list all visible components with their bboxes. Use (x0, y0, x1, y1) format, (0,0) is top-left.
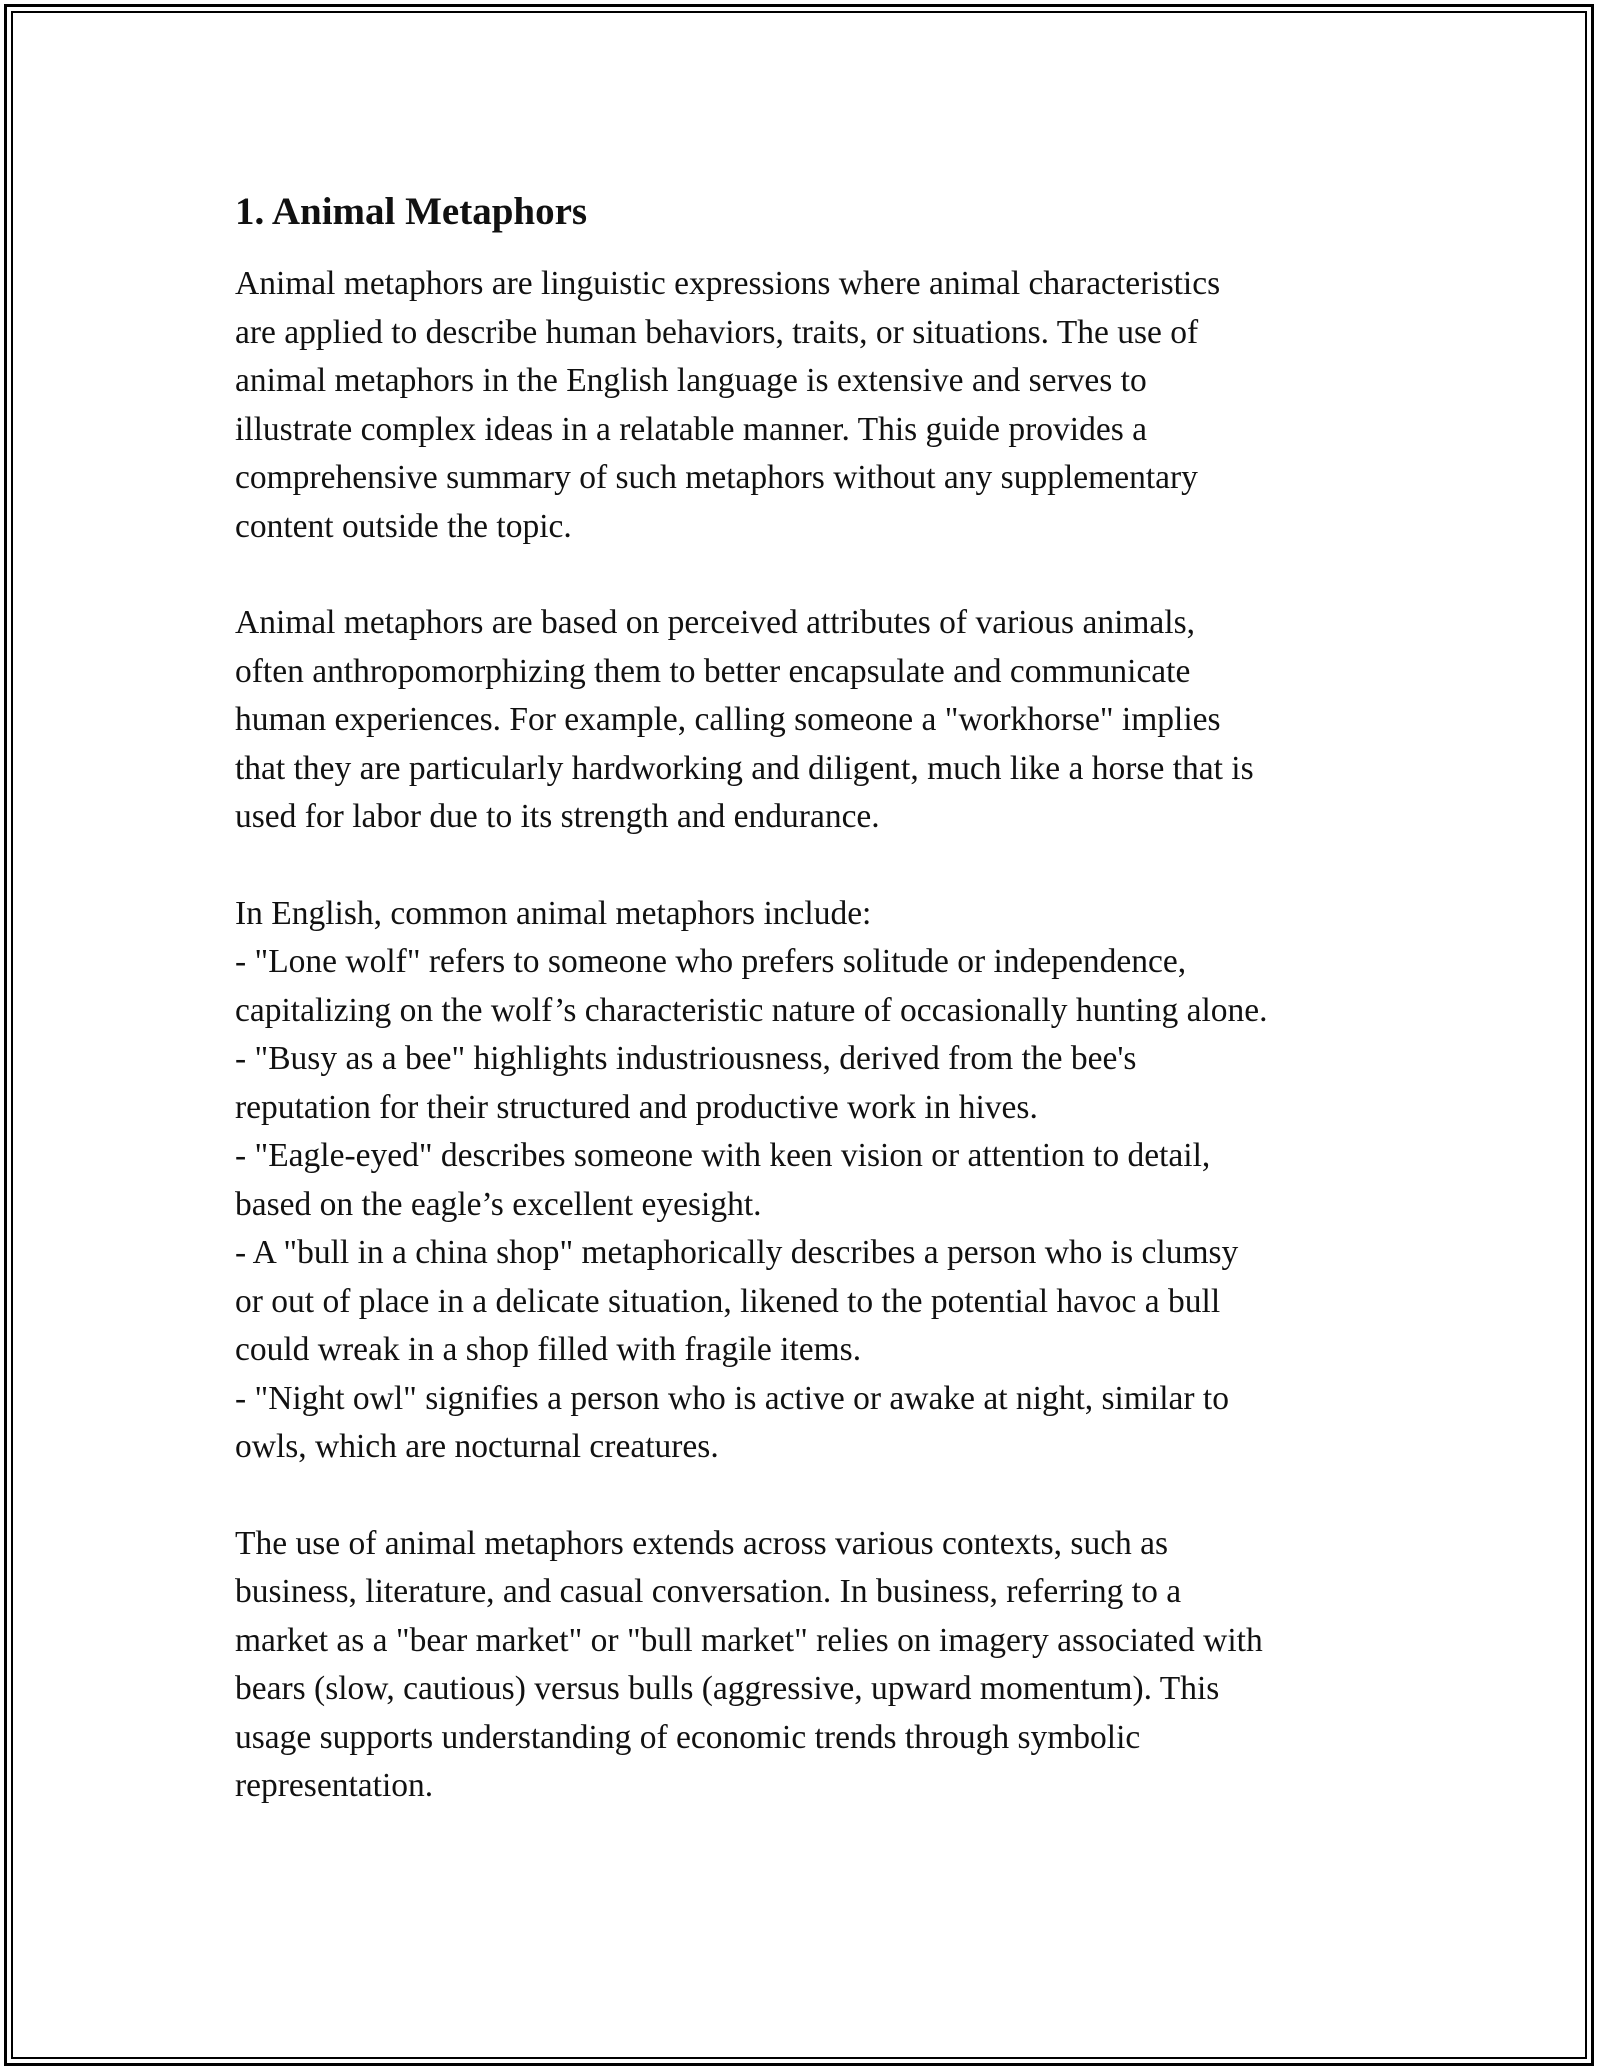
paragraph-line: that they are particularly hardworking and diligent, much like a horse that is (235, 749, 1254, 787)
metaphor-list (235, 890, 1375, 1472)
list-item-line: - A "bull in a china shop" metaphorically describes a person who is clumsy (235, 1234, 1239, 1271)
paragraph-line: bears (slow, cautious) versus bulls (aggressive, upward momentum). This (235, 1670, 1220, 1707)
list-item-line: - "Busy as a bee" highlights industriousness, derived from the bee's (235, 1040, 1137, 1077)
list-item-line: or out of place in a delicate situation, likened to the potential havoc a bull (235, 1282, 1221, 1320)
list-item-line: could wreak in a shop filled with fragile items. (235, 1331, 862, 1368)
list-item-line: reputation for their structured and productive work in hives. (235, 1088, 1038, 1126)
list-item-line: - "Lone wolf" refers to someone who prefers solitude or independence, (235, 943, 1187, 980)
paragraph-line: illustrate complex ideas in a relatable manner. This guide provides a (235, 410, 1147, 448)
paragraph-line: market as a "bear market" or "bull market" relies on imagery associated with (235, 1621, 1263, 1659)
list-item-night-owl (235, 1375, 1375, 1472)
list-item-line: owls, which are nocturnal creatures. (235, 1428, 719, 1465)
paragraph-line: Animal metaphors are based on perceived attributes of various animals, (235, 604, 1196, 641)
paragraph-line: representation. (235, 1767, 434, 1804)
intro-paragraph (235, 260, 1375, 551)
contexts-paragraph (235, 1520, 1375, 1811)
list-item-line: - "Night owl" signifies a person who is active or awake at night, similar to (235, 1379, 1229, 1417)
list-intro: In English, common animal metaphors include: (235, 894, 872, 932)
page-title: 1. Animal Metaphors (235, 190, 588, 233)
list-item-bull-china-shop (235, 1229, 1375, 1375)
paragraph-line: often anthropomorphizing them to better encapsulate and communicate (235, 652, 1191, 690)
attributes-paragraph (235, 599, 1375, 842)
list-item-busy-bee (235, 1035, 1375, 1132)
paragraph-line: used for labor due to its strength and endurance. (235, 798, 880, 835)
list-item-lone-wolf (235, 938, 1375, 1035)
document-body (235, 186, 1375, 1859)
paragraph-line: animal metaphors in the English language is extensive and serves to (235, 362, 1147, 399)
paragraph-line: usage supports understanding of economic trends through symbolic (235, 1718, 1141, 1756)
list-item-line: based on the eagle’s excellent eyesight. (235, 1185, 762, 1223)
paragraph-line: content outside the topic. (235, 507, 572, 545)
paragraph-line: are applied to describe human behaviors, traits, or situations. The use of (235, 313, 1199, 351)
list-item-line: - "Eagle-eyed" describes someone with keen vision or attention to detail, (235, 1137, 1211, 1174)
list-item-line: capitalizing on the wolf’s characteristic nature of occasionally hunting alone. (235, 991, 1268, 1029)
paragraph-line: Animal metaphors are linguistic expressions where animal characteristics (235, 265, 1221, 302)
list-item-eagle-eyed (235, 1132, 1375, 1229)
paragraph-line: business, literature, and casual conversation. In business, referring to a (235, 1573, 1182, 1610)
paragraph-line: human experiences. For example, calling someone a "workhorse" implies (235, 701, 1221, 738)
paragraph-line: The use of animal metaphors extends across various contexts, such as (235, 1524, 1169, 1562)
paragraph-line: comprehensive summary of such metaphors without any supplementary (235, 459, 1198, 496)
